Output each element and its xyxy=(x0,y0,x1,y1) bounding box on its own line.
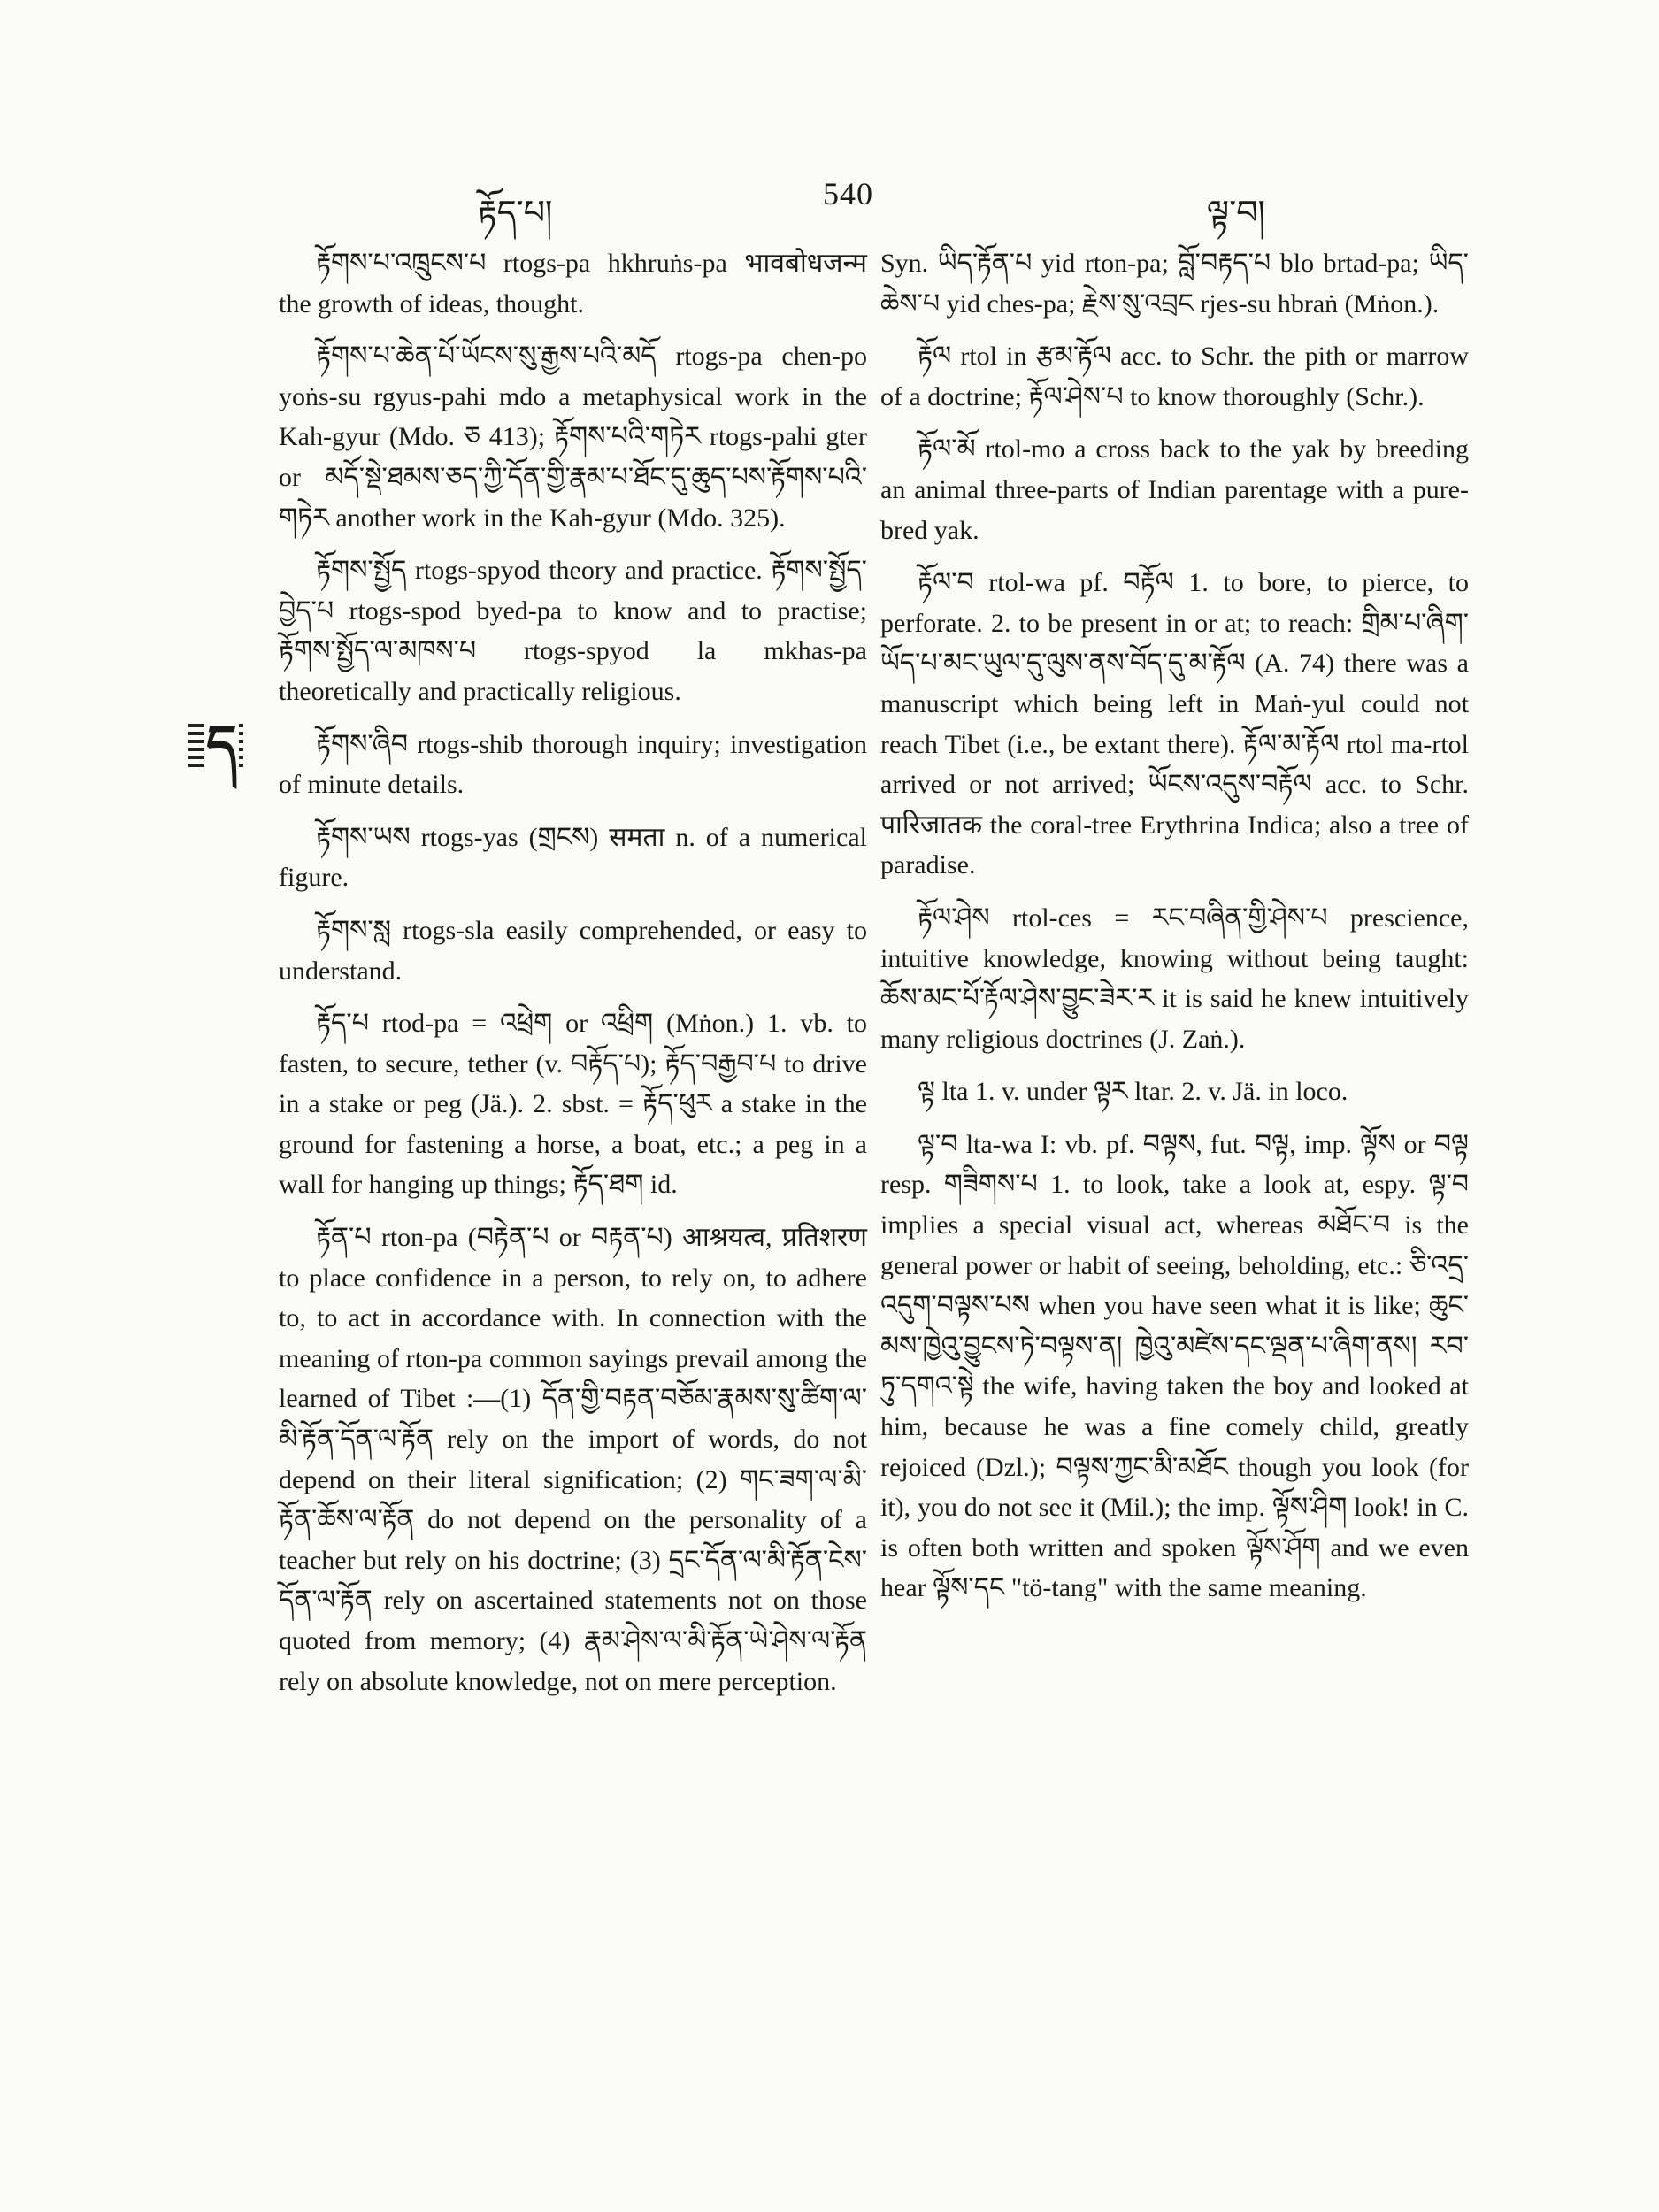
dictionary-entry: རྟོལ rtol in རྩམ་རྟོལ acc. to Schr. the pith or marrow of a doctrine; རྟོལ་ཤེས་པ to know thoroughly (Schr.). xyxy=(880,342,1469,411)
page-number: 540 xyxy=(823,176,873,211)
dictionary-entry: རྟོགས་སླ rtogs-sla easily comprehended, or easy to understand. xyxy=(279,915,867,986)
dictionary-entry: ལྟ་བ lta-wa I: vb. pf. བལྟས, fut. བལྟ, imp. ལྟོས or བལྟ resp. གཟིགས་པ 1. to look, take a look at, espy. ལྟ་བ implies a special visual act, whereas མཐོང་བ is the general power or habit of seeing, beholding, etc.: ཅི་འདྲ་འདུག་བལྟས་པས when you have seen what it is like; ཆུང་མས་ཁྱེའུ་བྱུངས་ཏེ་བལྟས་ན། ཁྱེའུ་མཛེས་དང་ལྡན་པ་ཞིག་ནས། རབ་ཏུ་དགའ་སྟེ the wife, having taken the boy and looked at him, because he was a fine comely child, greatly rejoiced (Dzl.); བལྟས་ཀྱང་མི་མཐོང though you look (for it), you do not see it (Mil.); the imp. ལྟོས་ཤིག look! in C. is often both written and spoken ལྟོས་ཤོག and we even hear ལྟོས་དང "tö-tang" with the same meaning. xyxy=(880,1129,1469,1603)
dictionary-entry: རྟོགས་པ་ཆེན་པོ་ཡོངས་སུ་རྒྱས་པའི་མདོ rtogs-pa chen-po yoṅs-su rgyus-pahi mdo a metaphysical work in the Kah-gyur (Mdo. ཅ 413); རྟོགས་པའི་གཏེར rtogs-pahi gter or མདོ་སྡེ་ཐམས་ཅད་ཀྱི་དོན་གྱི་རྣམ་པ་ཐོང་དུ་ཆུད་པས་རྟོགས་པའི་གཏེར another work in the Kah-gyur (Mdo. 325). xyxy=(279,342,867,533)
dictionary-entry: རྟོལ་ཤེས rtol-ces = རང་བཞིན་གྱི་ཤེས་པ prescience, intuitive knowledge, knowing without being taught: ཆོས་མང་པོ་རྟོལ་ཤེས་བྱུང་ཟེར་ར it is said he knew intuitively many religious doctrines (J. Zaṅ.). xyxy=(880,902,1469,1054)
dictionary-entry: རྟོགས་པ་འཁྲུངས་པ rtogs-pa hkhruṅs-pa भावबोधजन्म the growth of ideas, thought. xyxy=(279,249,867,319)
page-header xyxy=(265,175,1442,232)
dictionary-entry: རྟོན་པ rton-pa (བརྟེན་པ or བརྟན་པ) आश्रयत्व, प्रतिशरण to place confidence in a person, to rely on, to adhere to, to act in accordance with. In connection with the meaning of rton-pa common sayings prevail among the learned of Tibet :—(1) དོན་གྱི་བརྟན་བཅོམ་རྣམས་སུ་ཚིག་ལ་མི་རྟོན་དོན་ལ་རྟོན rely on the import of words, do not depend on their literal signification; (2) གང་ཟག་ལ་མི་རྟོན་ཆོས་ལ་རྟོན do not depend on the personality of a teacher but rely on his doctrine; (3) དྲང་དོན་ལ་མི་རྟོན་ངེས་དོན་ལ་རྟོན rely on ascertained statements not on those quoted from memory; (4) རྣམ་ཤེས་ལ་མི་རྟོན་ཡེ་ཤེས་ལ་རྟོན rely on absolute knowledge, not on mere perception. xyxy=(279,1223,867,1696)
dictionary-entry: རྟོལ་བ rtol-wa pf. བརྟོལ 1. to bore, to pierce, to perforate. 2. to be present in or at; to reach: གྲིམ་པ་ཞིག་ཡོད་པ་མང་ཡུལ་དུ་ལུས་ནས་བོད་དུ་མ་རྟོལ (A. 74) there was a manuscript which being left in Maṅ-yul could not reach Tibet (i.e., be extant there). རྟོལ་མ་རྟོལ rtol ma-rtol arrived or not arrived; ཡོངས་འདུས་བརྟོལ acc. to Schr. पारिजातक the coral-tree Erythrina Indica; also a tree of paradise. xyxy=(880,568,1469,880)
dictionary-entry: རྟོད་པ rtod-pa = འཕྲེག or འཕྲིག (Mṅon.) 1. vb. to fasten, to secure, tether (v. བརྟོད་པ); རྟོད་བརྒྱབ་པ to drive in a stake or peg (Jä.). 2. sbst. = རྟོད་ཕུར a stake in the ground for fastening a horse, a boat, etc.; a peg in a wall for hanging up things; རྟོད་ཐག id. xyxy=(279,1009,867,1200)
dictionary-entry-continued: Syn. ཡིད་རྟོན་པ yid rton-pa; བློ་བརྟད་པ blo brtad-pa; ཡིད་ཆེས་པ yid ches-pa; རྗེས་སུ་འབྲང rjes-su hbraṅ (Mṅon.). xyxy=(880,249,1469,319)
dictionary-entry: ལྟ lta 1. v. under ལྟར ltar. 2. v. Jä. in loco. xyxy=(918,1077,1348,1107)
section-letter-marker xyxy=(188,716,250,775)
dictionary-entry: རྟོལ་མོ rtol-mo a cross back to the yak by breeding an animal three-parts of Indian parentage with a pure-bred yak. xyxy=(880,434,1469,545)
header-right-headword: ལྟ་བ། xyxy=(1206,195,1265,232)
dictionary-entry: རྟོགས་ཡས rtogs-yas (གྲངས) समता n. of a numerical figure. xyxy=(279,822,867,893)
header-left-headword: རྟོད་པ། xyxy=(478,195,553,232)
dictionary-entry: རྟོགས་ཞིབ rtogs-shib thorough inquiry; investigation of minute details. xyxy=(279,729,867,800)
marker-letter: ད xyxy=(206,716,237,774)
dictionary-entry: རྟོགས་སྤྱོད rtogs-spyod theory and practice. རྟོགས་སྤྱོད་བྱེད་པ rtogs-spod byed-pa to know and to practise; རྟོགས་སྤྱོད་ལ་མཁས་པ rtogs-spyod la mkhas-pa theoretically and practically religious. xyxy=(279,556,867,706)
right-column xyxy=(880,243,1469,1621)
left-column xyxy=(279,243,867,1714)
